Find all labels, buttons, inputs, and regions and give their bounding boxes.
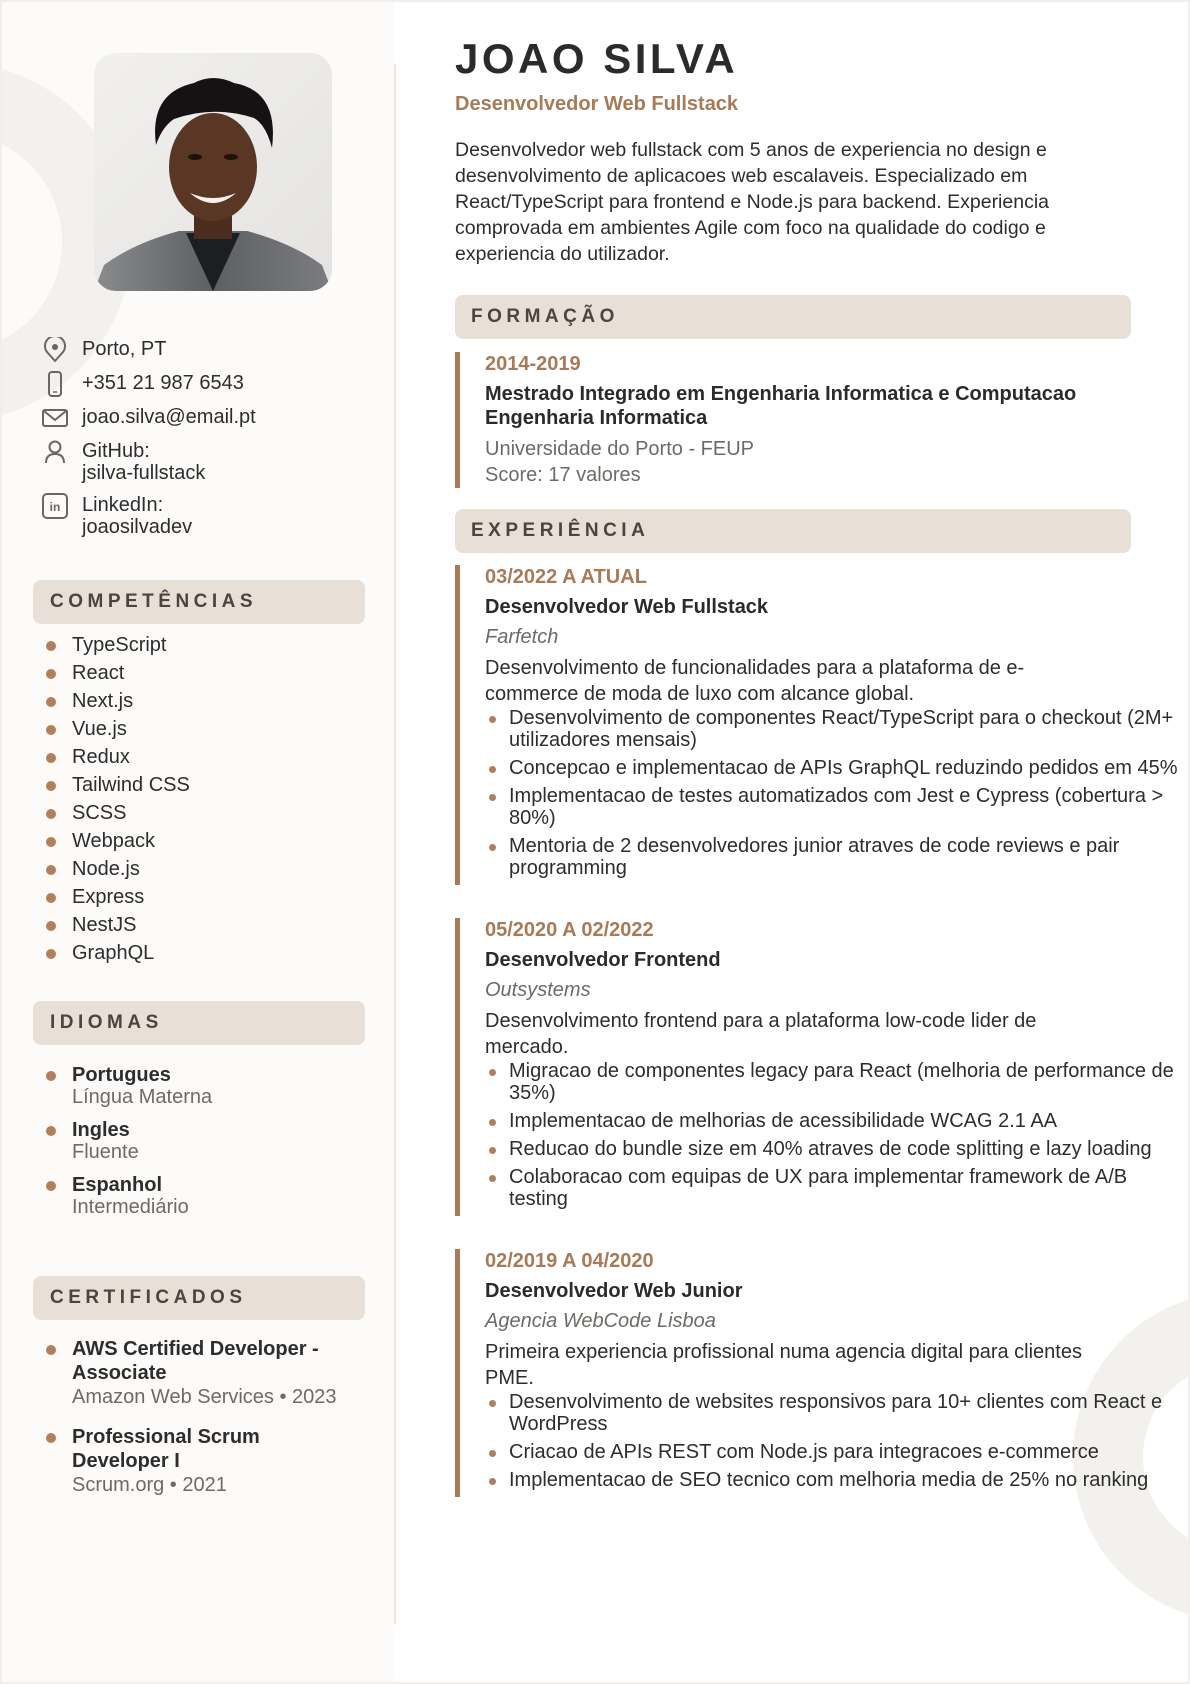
certification-name: AWS Certified Developer - Associate	[72, 1338, 319, 1384]
contact-linkedin-link[interactable]: joaosilvadev	[82, 516, 193, 538]
skill-item: Tailwind CSS	[46, 771, 190, 799]
language-item	[46, 1064, 212, 1108]
language-item	[46, 1174, 212, 1218]
contact-email	[40, 406, 380, 430]
experience-bullets	[485, 707, 1188, 879]
skill-item: Vue.js	[46, 715, 190, 743]
certifications-header: CERTIFICADOS	[33, 1276, 365, 1320]
certification-issuer: Scrum.org • 2021	[72, 1474, 227, 1496]
certification-issuer: Amazon Web Services • 2023	[72, 1386, 337, 1408]
certification-item	[46, 1337, 346, 1409]
experience-company: Outsystems	[485, 979, 591, 1001]
certification-name: Professional Scrum Developer I	[72, 1426, 260, 1472]
sidebar	[2, 2, 394, 1682]
skill-item: GraphQL	[46, 939, 190, 967]
experience-company: Agencia WebCode Lisboa	[485, 1310, 716, 1332]
education-header: FORMAÇÃO	[455, 295, 1131, 339]
contact-github-label: GitHub:	[82, 440, 150, 462]
skill-item: Node.js	[46, 855, 190, 883]
language-name: Portugues	[72, 1064, 171, 1086]
certification-item	[46, 1425, 346, 1497]
skill-item: Webpack	[46, 827, 190, 855]
candidate-title: Desenvolvedor Web Fullstack	[455, 93, 739, 115]
experience-description: Desenvolvimento de funcionalidades para a plataforma de e-commerce de moda de luxo com alcance global.	[485, 657, 1025, 705]
language-name: Espanhol	[72, 1174, 163, 1196]
skill-item: TypeScript	[46, 631, 190, 659]
language-level: Língua Materna	[72, 1086, 213, 1108]
portrait-image	[94, 53, 332, 291]
experience-bullet: Mentoria de 2 desenvolvedores junior atraves de code reviews e pair programming	[485, 835, 1188, 879]
education-school: Universidade do Porto - FEUP	[485, 438, 755, 460]
certifications-list	[46, 1337, 346, 1513]
column-divider	[394, 64, 396, 1624]
experience-bullets	[485, 1391, 1188, 1491]
language-name: Ingles	[72, 1119, 130, 1141]
experience-bullet: Implementacao de melhorias de acessibilidade WCAG 2.1 AA	[485, 1110, 1188, 1132]
experience-date: 05/2020 A 02/2022	[485, 919, 654, 941]
experience-entry	[455, 918, 1188, 1216]
experience-entry	[455, 565, 1188, 885]
skill-item: React	[46, 659, 190, 687]
phone-icon	[40, 372, 70, 396]
experience-bullet: Criacao de APIs REST com Node.js para integracoes e-commerce	[485, 1441, 1188, 1463]
experience-bullet: Concepcao e implementacao de APIs GraphQL reduzindo pedidos em 45%	[485, 757, 1188, 779]
mail-icon	[40, 406, 70, 430]
experience-entry	[455, 1249, 1188, 1497]
experience-bullet: Implementacao de testes automatizados com Jest e Cypress (cobertura > 80%)	[485, 785, 1188, 829]
experience-bullet: Desenvolvimento de websites responsivos para 10+ clientes com React e WordPress	[485, 1391, 1188, 1435]
contact-location	[40, 338, 380, 362]
skill-item: Redux	[46, 743, 190, 771]
skill-item: SCSS	[46, 799, 190, 827]
experience-bullet: Migracao de componentes legacy para React (melhoria de performance de 35%)	[485, 1060, 1188, 1104]
skill-item: NestJS	[46, 911, 190, 939]
contact-phone-text[interactable]: +351 21 987 6543	[82, 372, 244, 394]
languages-list	[46, 1064, 212, 1229]
skill-item: Next.js	[46, 687, 190, 715]
candidate-name: JOAO SILVA	[455, 35, 739, 82]
contact-github	[40, 440, 380, 484]
education-degree: Mestrado Integrado em Engenharia Informatica e Computacao Engenharia Informatica	[485, 383, 1077, 429]
experience-header: EXPERIÊNCIA	[455, 509, 1131, 553]
skills-header: COMPETÊNCIAS	[33, 580, 365, 624]
resume-page	[2, 2, 1188, 1682]
linkedin-icon	[40, 494, 70, 518]
contact-phone	[40, 372, 380, 396]
contact-linkedin-label: LinkedIn:	[82, 494, 164, 516]
experience-company: Farfetch	[485, 626, 559, 648]
experience-bullet: Implementacao de SEO tecnico com melhoria media de 25% no ranking	[485, 1469, 1188, 1491]
experience-bullet: Colaboracao com equipas de UX para implementar framework de A/B testing	[485, 1166, 1188, 1210]
education-score: Score: 17 valores	[485, 464, 641, 486]
language-level: Intermediário	[72, 1196, 189, 1218]
experience-description: Primeira experiencia profissional numa agencia digital para clientes PME.	[485, 1341, 1082, 1389]
person-icon	[40, 440, 70, 464]
experience-date: 02/2019 A 04/2020	[485, 1250, 654, 1272]
experience-bullets	[485, 1060, 1188, 1210]
experience-bullet: Desenvolvimento de componentes React/TypeScript para o checkout (2M+ utilizadores mensais)	[485, 707, 1188, 751]
experience-role: Desenvolvedor Frontend	[485, 949, 721, 971]
language-level: Fluente	[72, 1141, 139, 1163]
skills-list	[46, 631, 190, 967]
education-entry	[455, 352, 1188, 488]
profile-summary: Desenvolvedor web fullstack com 5 anos de experiencia no design e desenvolvimento de aplicacoes web escalaveis. Especializado em React/TypeScript para frontend e Node.js para backend. Experiencia comprovada em ambientes Agile com foco na qualidade do codigo e experiencia do utilizador.	[455, 139, 1050, 265]
contact-location-text: Porto, PT	[82, 338, 167, 360]
experience-description: Desenvolvimento frontend para a plataforma low-code lider de mercado.	[485, 1010, 1037, 1058]
skill-item: Express	[46, 883, 190, 911]
languages-header: IDIOMAS	[33, 1001, 365, 1045]
contact-linkedin	[40, 494, 380, 538]
experience-role: Desenvolvedor Web Fullstack	[485, 596, 769, 618]
experience-bullet: Reducao do bundle size em 40% atraves de code splitting e lazy loading	[485, 1138, 1188, 1160]
svg-text:in: in	[49, 500, 61, 514]
education-date: 2014-2019	[485, 353, 581, 375]
experience-role: Desenvolvedor Web Junior	[485, 1280, 743, 1302]
contact-email-link[interactable]: joao.silva@email.pt	[82, 406, 256, 428]
contact-github-link[interactable]: jsilva-fullstack	[82, 462, 206, 484]
contact-list	[40, 338, 380, 548]
profile-photo	[94, 53, 332, 291]
location-pin-icon	[40, 338, 70, 362]
language-item	[46, 1119, 212, 1163]
experience-date: 03/2022 A ATUAL	[485, 566, 647, 588]
